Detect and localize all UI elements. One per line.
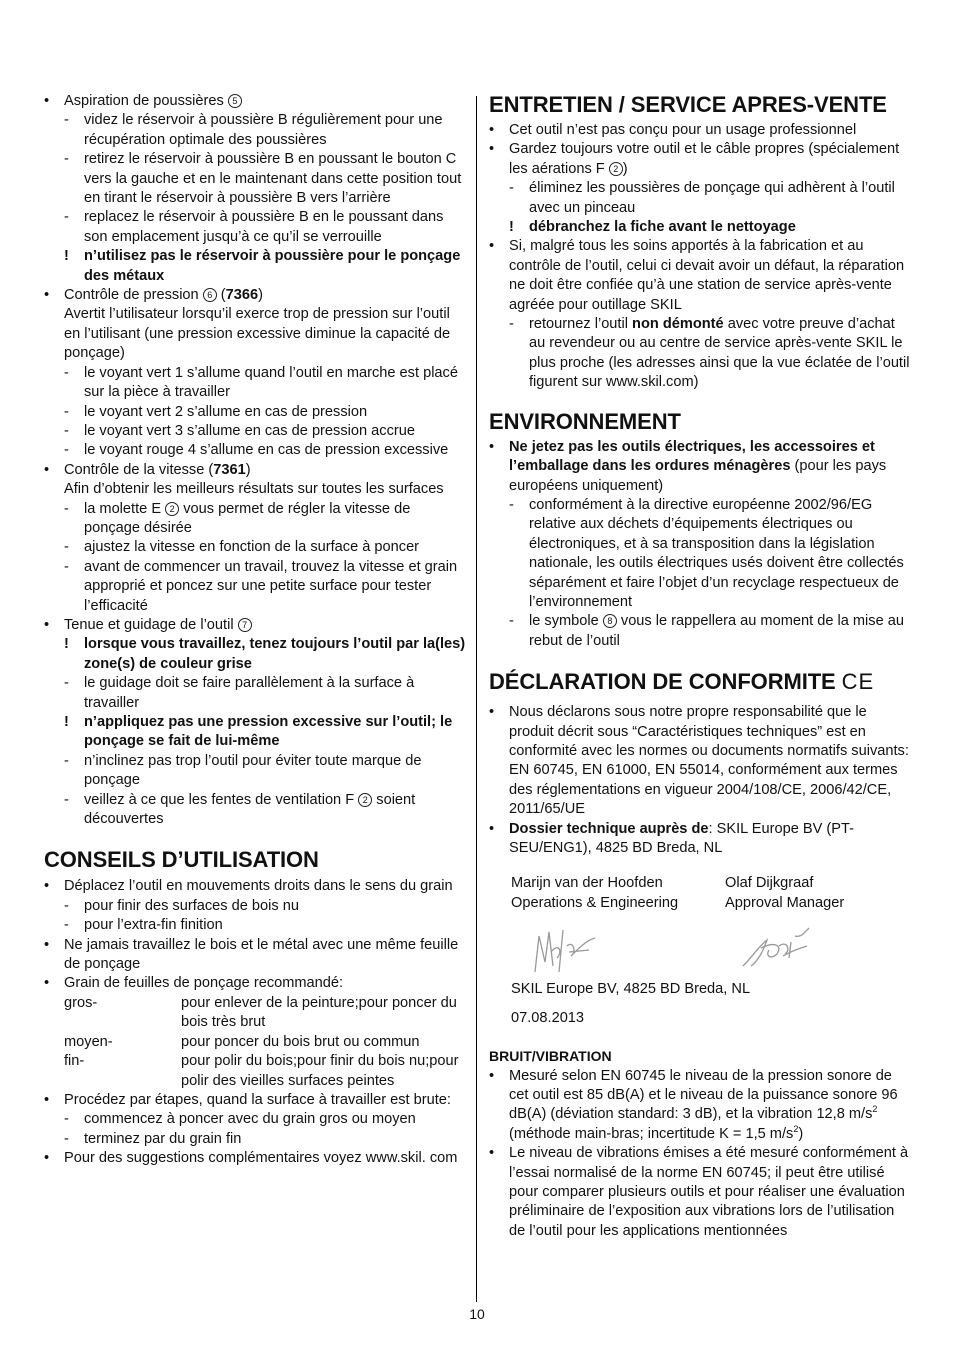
section-title-declaration: DÉCLARATION DE CONFORMITE CE — [489, 669, 875, 695]
list-subitem: - éliminez les poussières de ponçage qui adhèrent à l’outil avec un pinceau — [509, 180, 895, 216]
list-item: • Le niveau de vibrations émises a été mesuré conformément à l’essai normalisé de la norme EN 60745; il peut être utilisé pour comparer plusieurs outils et pour réaliser une évaluation préliminaire de l’exposition aux vibrations lors de l’utilisation de l’outil pour les applications mentionnées — [489, 1145, 909, 1239]
list-item: • Procédez par étapes, quand la surface à travailler est brute: — [44, 1091, 451, 1108]
grain-row: moyen- pour poncer du bois brut ou commun — [64, 1033, 420, 1050]
list-item-hold: • Tenue et guidage de l’outil 7 — [44, 616, 466, 635]
list-item: • Dossier technique auprès de: SKIL Europe BV (PT-SEU/ENG1), 4825 BD Breda, NL — [489, 820, 854, 856]
list-subitem: - pour finir des surfaces de bois nu — [64, 897, 299, 914]
signature-1-icon — [529, 922, 601, 980]
list-subitem: - veillez à ce que les fentes de ventilation F 2 soient découvertes — [64, 791, 416, 828]
callout-number: 6 — [203, 288, 217, 302]
warning-item: ! n’utilisez pas le réservoir à poussière pour le ponçage des métaux — [64, 248, 461, 284]
declaration-date: 07.08.2013 — [511, 1009, 585, 1026]
callout-number: 2 — [609, 162, 623, 176]
list-subitem: - retournez l’outil non démonté avec votre preuve d’achat au revendeur ou au centre de service après-vente SKIL le plus proche (les adresses ainsi que la vue éclatée de l’outil figurent sur www.skil.com) — [509, 316, 910, 391]
list-subitem: - videz le réservoir à poussière B régulièrement pour une récupération optimale des poussières — [64, 112, 443, 148]
warning-item: ! n’appliquez pas une pression excessive sur l’outil; le ponçage se fait de lui-même — [64, 714, 453, 750]
signatory-role: Approval Manager — [725, 894, 845, 911]
list-subitem: - pour l’extra-fin finition — [64, 917, 223, 934]
column-divider — [476, 96, 477, 1302]
callout-number: 2 — [165, 502, 179, 516]
list-subitem: - terminez par du grain fin — [64, 1130, 242, 1147]
list-subitem: - replacez le réservoir à poussière B en le poussant dans son emplacement jusqu’à ce qu’il se verrouille — [64, 209, 444, 245]
list-item: • Ne jetez pas les outils électriques, les accessoires et l’emballage dans les ordures ménagères (pour les pays européens uniquement) — [489, 438, 887, 494]
signatory-name: Marijn van der Hoofden — [511, 875, 663, 892]
list-subitem: - le guidage doit se faire parallèlement à la surface à travailler — [64, 675, 415, 711]
right-column — [489, 92, 913, 1241]
list-item: • Pour des suggestions complémentaires voyez www.skil. com — [44, 1150, 458, 1167]
grain-row: fin- pour polir du bois;pour finir du bois nu;pour polir des vieilles surfaces peintes — [64, 1053, 459, 1089]
list-subitem: - ajustez la vitesse en fonction de la surface à poncer — [64, 539, 420, 556]
list-item: • Nous déclarons sous notre propre responsabilité que le produit décrit sous “Caractéristiques techniques” est en conformité avec les normes ou documents normatifs suivants: EN 60745, EN 61000, EN 55014, conformément aux termes des réglementations en vigueur 2004/108/CE, 2006/42/CE, 2011/65/UE — [489, 704, 909, 818]
signatories — [511, 874, 913, 914]
list-subitem: - le voyant vert 1 s’allume quand l’outil en marche est placé sur la pièce à travailler — [64, 364, 458, 401]
list-item: • Cet outil n’est pas conçu pour un usage professionnel — [489, 122, 857, 138]
list-item: • Ne jamais travaillez le bois et le métal avec une même feuille de ponçage — [44, 936, 459, 973]
warning-item: ! débranchez la fiche avant le nettoyage — [509, 219, 796, 236]
signatory-role: Operations & Engineering — [511, 894, 679, 911]
list-subitem: - commencez à poncer avec du grain gros ou moyen — [64, 1111, 416, 1128]
signature-2-icon — [739, 926, 813, 974]
list-subitem: - le symbole 8 vous le rappellera au moment de la mise au rebut de l’outil — [509, 613, 905, 649]
list-subitem: - le voyant rouge 4 s’allume en cas de pression excessive — [64, 442, 449, 459]
list-subitem: - le voyant vert 3 s’allume en cas de pression accrue — [64, 422, 415, 439]
list-subitem: - retirez le réservoir à poussière B en poussant le bouton C vers la gauche et en le maintenant dans cette position tout en tirant le réservoir à poussière B vers l’arrière — [64, 151, 462, 207]
section-title-bruit: BRUIT/VIBRATION — [489, 1048, 612, 1065]
list-subitem: - la molette E 2 vous permet de régler la vitesse de ponçage désirée — [64, 500, 411, 536]
company-address: SKIL Europe BV, 4825 BD Breda, NL — [511, 981, 751, 998]
list-item-speed: • Contrôle de la vitesse (7361) Afin d’obtenir les meilleurs résultats sur toutes les surfaces — [44, 461, 444, 498]
callout-number: 2 — [358, 793, 372, 807]
list-item: • Mesuré selon EN 60745 le niveau de la pression sonore de cet outil est 85 dB(A) et le niveau de la puissance sonore 96 dB(A) (déviation standard: 3 dB), et la vibration 12,8 $m/s^2$ (méthode main-bras; incertitude K = 1,5 $m/s^2$) — [489, 1067, 898, 1142]
signatory-name: Olaf Dijkgraaf — [725, 875, 814, 892]
signatures — [511, 914, 913, 980]
page-number: 10 — [469, 1306, 485, 1322]
section-title-environnement: ENVIRONNEMENT — [489, 408, 681, 434]
list-item: • Gardez toujours votre outil et le câble propres (spécialement les aérations F 2 ) — [489, 141, 900, 177]
warning-item: ! lorsque vous travaillez, tenez toujours l’outil par la(les) zone(s) de couleur grise — [64, 636, 466, 672]
list-item-dust: • Aspiration de poussières 5 — [44, 92, 466, 111]
list-subitem: - conformément à la directive européenne 2002/96/EG relative aux déchets d’équipements électriques ou électroniques, et à sa transposition dans la législation nationale, les outils électriques usés doivent être collectés séparément et faire l’objet d’un recyclage respectueux de l’environnement — [509, 496, 904, 610]
list-item: • Si, malgré tous les soins apportés à la fabrication et au contrôle de l’outil, celui ci devait avoir un défaut, la réparation ne doit être confiée qu’à une station de service après-vente agréée pour outillage SKIL — [489, 238, 905, 313]
ce-mark-icon: CE — [841, 669, 875, 695]
section-title-conseils: CONSEILS D’UTILISATION — [44, 847, 319, 873]
callout-number: 5 — [228, 94, 242, 108]
list-item-pressure: • Contrôle de pression 6 (7366) Avertit l’utilisateur lorsqu’il exerce trop de pression sur l’outil en l’utilisant (une pression excessive diminue la capacité de ponçage) — [44, 287, 451, 362]
left-column — [44, 92, 466, 1169]
grain-row: gros- pour enlever de la peinture;pour poncer du bois très brut — [64, 994, 457, 1031]
section-title-entretien: ENTRETIEN / SERVICE APRES-VENTE — [489, 92, 887, 117]
callout-number: 8 — [603, 614, 617, 628]
list-item: • Déplacez l’outil en mouvements droits dans le sens du grain — [44, 878, 453, 895]
list-item: • Grain de feuilles de ponçage recommandé: — [44, 975, 344, 992]
list-subitem: - n’inclinez pas trop l’outil pour éviter toute marque de ponçage — [64, 752, 422, 789]
list-subitem: - le voyant vert 2 s’allume en cas de pression — [64, 403, 368, 420]
callout-number: 7 — [238, 618, 252, 632]
list-subitem: - avant de commencer un travail, trouvez la vitesse et grain approprié et poncez sur une petite surface pour tester l’efficacité — [64, 558, 458, 614]
